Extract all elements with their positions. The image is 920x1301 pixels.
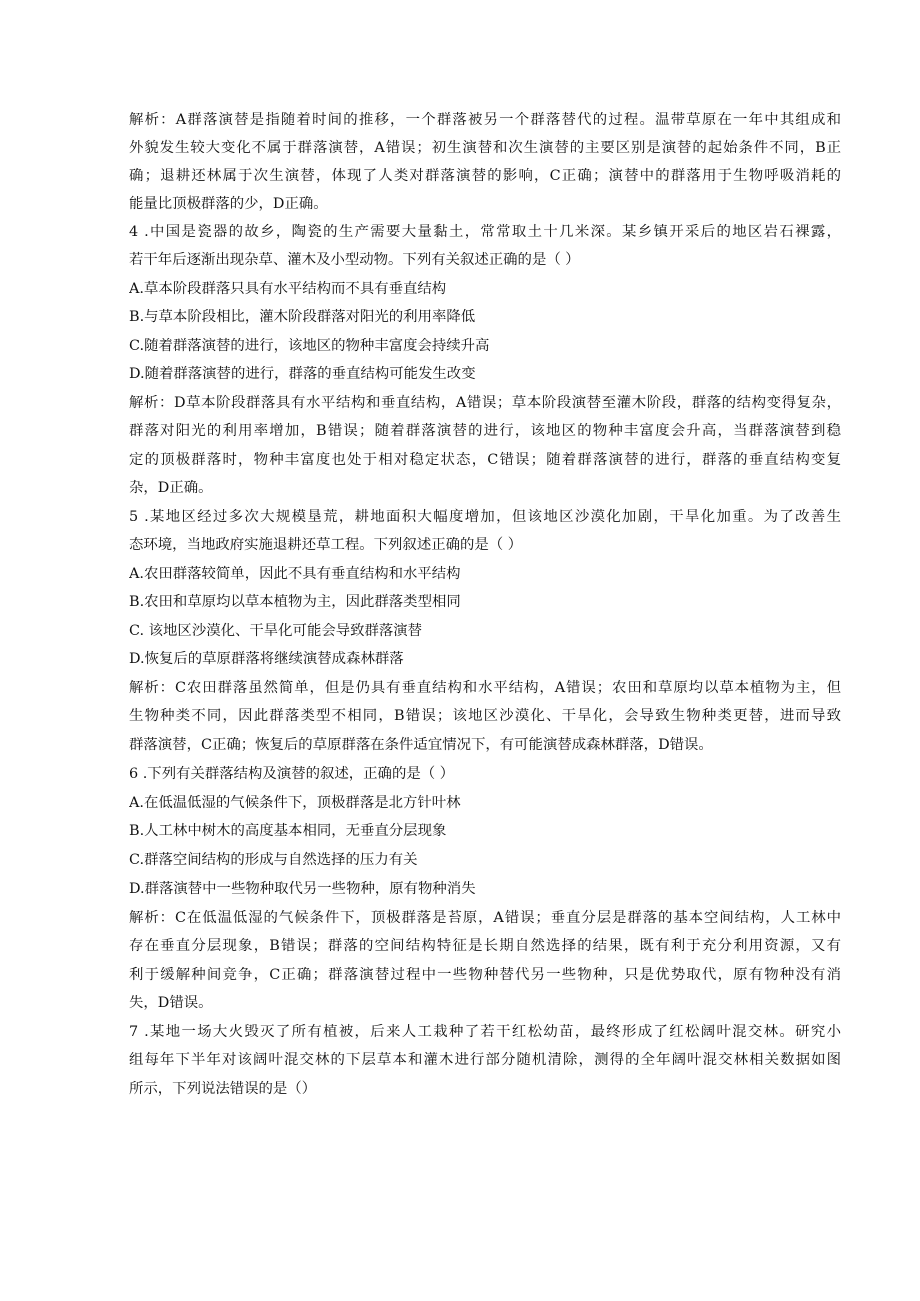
text-line: B.人工林中树木的高度基本相同，无垂直分层现象	[129, 823, 447, 839]
text-line: 解析：C农田群落虽然简单，但是仍具有垂直结构和水平结构，A错误；农田和草原均以草本植物为主，但	[129, 680, 841, 696]
text-line: 杂，D正确。	[129, 480, 213, 496]
text-line: 群落对阳光的利用率增加，B错误；随着群落演替的进行，该地区的物种丰富度会升高，当群落演替到稳	[129, 423, 841, 439]
text-line: 能量比顶极群落的少，D正确。	[129, 196, 328, 212]
text-line: 利于缓解种间竞争，C正确；群落演替过程中一些物种替代另一些物种，只是优势取代，原有物种没有消	[129, 967, 841, 983]
text-line: 生物种类不同，因此群落类型不相同，B错误；该地区沙漠化、干旱化，会导致生物种类更替，进而导致	[129, 708, 841, 724]
text-line: B.与草本阶段相比，灌木阶段群落对阳光的利用率降低	[129, 309, 476, 325]
text-line: C. 该地区沙漠化、干旱化可能会导致群落演替	[129, 623, 423, 639]
text-line: 外貌发生较大变化不属于群落演替，A错误；初生演替和次生演替的主要区别是演替的起始条件不同，B正	[129, 140, 841, 156]
text-line: 确；退耕还林属于次生演替，体现了人类对群落演替的影响，C正确；演替中的群落用于生物呼吸消耗的	[129, 168, 841, 184]
text-line: 解析：D草本阶段群落具有水平结构和垂直结构，A错误；草本阶段演替至灌木阶段，群落的结构变得复杂，	[129, 395, 841, 411]
text-line: 失，D错误。	[129, 995, 213, 1011]
text-line: 5 .某地区经过多次大规模垦荒，耕地面积大幅度增加，但该地区沙漠化加剧，干旱化加重。为了改善生	[129, 509, 841, 525]
text-line: A.草本阶段群落只具有水平结构而不具有垂直结构	[129, 281, 447, 297]
text-line: D.恢复后的草原群落将继续演替成森林群落	[129, 651, 404, 667]
text-line: 解析：C在低温低湿的气候条件下，顶极群落是苔原，A错误；垂直分层是群落的基本空间结构，人工林中	[129, 910, 841, 926]
text-line: 组每年下半年对该阔叶混交林的下层草本和灌木进行部分随机清除，测得的全年阔叶混交林相关数据如图	[129, 1052, 841, 1068]
text-line: 4 .中国是瓷器的故乡，陶瓷的生产需要大量黏土，常常取土十几米深。某乡镇开采后的地区岩石裸露，	[129, 224, 841, 240]
text-line: D.群落演替中一些物种取代另一些物种，原有物种消失	[129, 881, 476, 897]
text-line: 6 .下列有关群落结构及演替的叙述，正确的是（ ）	[129, 766, 455, 782]
text-line: 解析：A群落演替是指随着时间的推移，一个群落被另一个群落替代的过程。温带草原在一年中其组成和	[129, 112, 841, 128]
text-line: 存在垂直分层现象，B错误；群落的空间结构特征是长期自然选择的结果，既有利于充分利用资源，又有	[129, 938, 841, 954]
text-line: B.农田和草原均以草本植物为主，因此群落类型相同	[129, 594, 461, 610]
text-line: A.在低温低湿的气候条件下，顶极群落是北方针叶林	[129, 795, 461, 811]
text-line: C.随着群落演替的进行，该地区的物种丰富度会持续升高	[129, 338, 490, 354]
text-line: A.农田群落较简单，因此不具有垂直结构和水平结构	[129, 566, 461, 582]
text-line: 群落演替，C正确；恢复后的草原群落在条件适宜情况下，有可能演替成森林群落，D错误。	[129, 737, 713, 753]
text-line: 7 .某地一场大火毁灭了所有植被，后来人工栽种了若干红松幼苗，最终形成了红松阔叶混交林。研究小	[129, 1024, 841, 1040]
text-line: 所示，下列说法错误的是（）	[129, 1081, 317, 1097]
text-line: C.群落空间结构的形成与自然选择的压力有关	[129, 852, 418, 868]
text-line: D.随着群落演替的进行，群落的垂直结构可能发生改变	[129, 366, 476, 382]
text-line: 若干年后逐渐出现杂草、灌木及小型动物。下列有关叙述正确的是（ ）	[129, 252, 580, 268]
text-line: 态环境，当地政府实施退耕还草工程。下列叙述正确的是（ ）	[129, 537, 523, 553]
text-line: 定的顶极群落时，物种丰富度也处于相对稳定状态，C错误；随着群落演替的进行，群落的垂直结构变复	[129, 452, 841, 468]
